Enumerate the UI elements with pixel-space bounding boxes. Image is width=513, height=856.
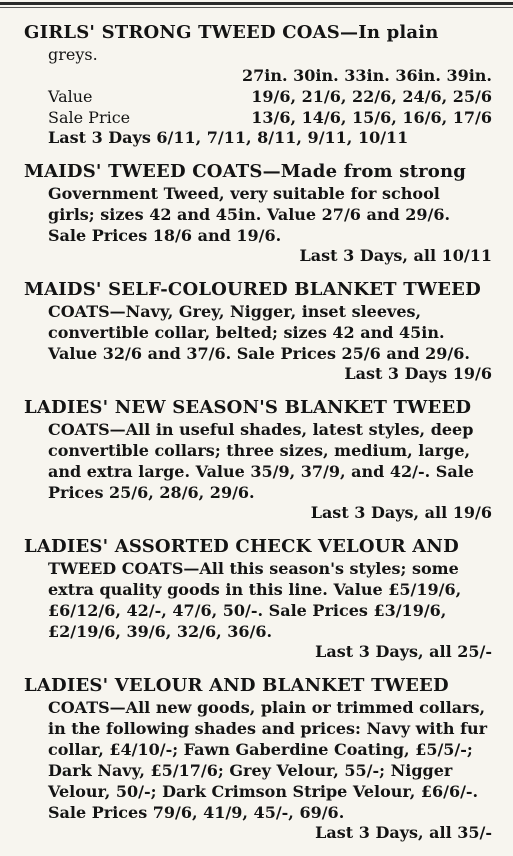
last-days-line: Last 3 Days 6/11, 7/11, 8/11, 9/11, 10/11 (48, 128, 409, 147)
section-title: LADIES' VELOUR AND BLANKET TWEED (24, 675, 449, 696)
value-label: Value (48, 87, 93, 106)
section-ladies-new-season (24, 397, 492, 522)
top-rule (0, 2, 513, 5)
section-ladies-check-velour (24, 536, 492, 661)
price-table (24, 65, 492, 128)
last-days-line: Last 3 Days, all 35/- (315, 823, 492, 842)
sale-label: Sale Price (48, 108, 131, 127)
section-body: COATS—Navy, Grey, Nigger, inset sleeves, convertible collar, belted; sizes 42 and 45in. Value 32/6 and 37/6. Sale Prices 25/6 and 29/6. (48, 302, 470, 363)
last-days-line: Last 3 Days, all 19/6 (310, 503, 492, 522)
section-maids-blanket (24, 279, 492, 383)
section-body: Government Tweed, very suitable for school girls; sizes 42 and 45in. Value 27/6 and 29/6. Sale Prices 18/6 and 19/6. (48, 184, 451, 245)
last-days-line: Last 3 Days 19/6 (344, 364, 492, 383)
section-girls-tweed (24, 22, 492, 147)
section-body: COATS—All in useful shades, latest styles, deep convertible collars; three sizes, medium, large, and extra large. Value 35/9, 37/9, and 42/-. Sale Prices 25/6, 28/6, 29/6. (48, 420, 474, 502)
last-days-line: Last 3 Days, all 10/11 (299, 246, 492, 265)
section-title: GIRLS' STRONG TWEED COAS—In plain (24, 22, 439, 43)
sizes-row (24, 65, 492, 86)
section-title: LADIES' NEW SEASON'S BLANKET TWEED (24, 397, 472, 418)
section-continuation: greys. (48, 45, 98, 64)
section-title: MAIDS' SELF-COLOURED BLANKET TWEED (24, 279, 481, 300)
top-rule-thin (0, 7, 513, 8)
sale-prices: 13/6, 14/6, 15/6, 16/6, 17/6 (251, 108, 492, 127)
sale-row (24, 107, 492, 128)
section-maids-tweed (24, 161, 492, 265)
advert-column (24, 22, 492, 856)
section-body: TWEED COATS—All this season's styles; some extra quality goods in this line. Value £5/19/6, £6/12/6, 42/-, 47/6, 50/-. Sale Prices £3/19/6, £2/19/6, 39/6, 32/6, 36/6. (48, 559, 462, 641)
value-prices: 19/6, 21/6, 22/6, 24/6, 25/6 (251, 87, 492, 106)
section-title: LADIES' ASSORTED CHECK VELOUR AND (24, 536, 459, 557)
sizes: 27in. 30in. 33in. 36in. 39in. (241, 66, 492, 85)
section-title: MAIDS' TWEED COATS—Made from strong (24, 161, 467, 182)
section-ladies-velour-blanket (24, 675, 492, 842)
value-row (24, 86, 492, 107)
section-body: COATS—All new goods, plain or trimmed collars, in the following shades and prices: Navy with fur collar, £4/10/-; Fawn Gaberdine Coating, £5/5/-; Dark Navy, £5/17/6; Grey Velour, 55/-; Nigger Velour, 50/-; Dark Crimson Stripe Velour, £6/6/-. Sale Prices 79/6, 41/9, 45/-, 69/6. (48, 698, 488, 822)
last-days-line: Last 3 Days, all 25/- (315, 642, 492, 661)
